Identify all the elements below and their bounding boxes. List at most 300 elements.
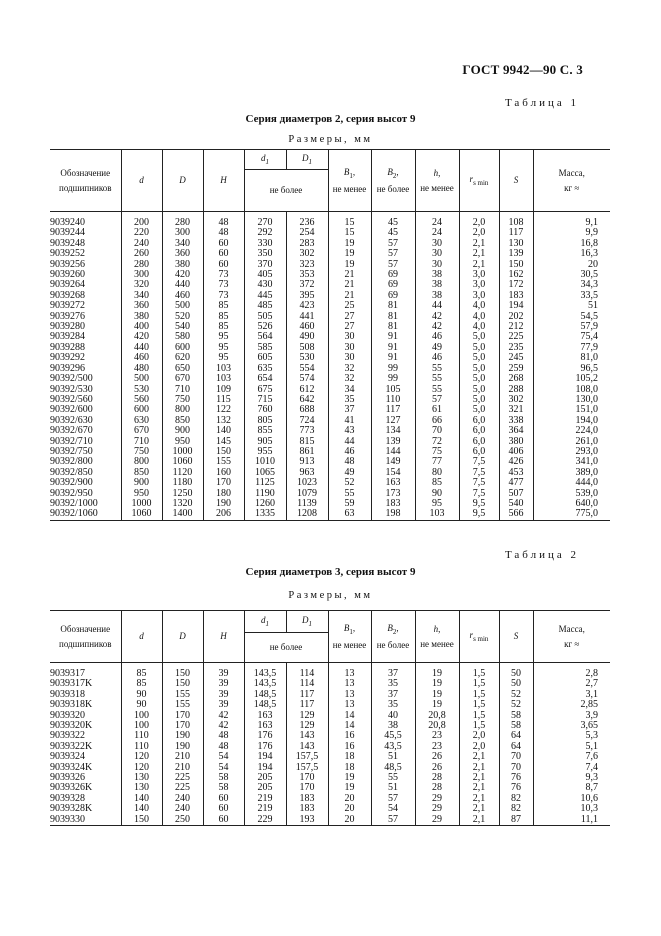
cell-mass: 389,0 (533, 468, 610, 478)
cell-B1: 18 (328, 752, 371, 762)
cell-D: 1060 (162, 457, 203, 467)
cell-B2: 139 (371, 437, 415, 447)
table-row (50, 385, 610, 395)
cell-D1: 143 (286, 742, 328, 752)
cell-B2: 57 (371, 794, 415, 804)
cell-mass: 9,3 (533, 773, 610, 783)
cell-mass: 33,5 (533, 291, 610, 301)
cell-h: 29 (415, 804, 459, 814)
header-h: h, не менее (415, 150, 459, 212)
cell-D1: 490 (286, 332, 328, 342)
cell-r: 1,5 (459, 690, 499, 700)
table2-label: Таблица 2 (504, 549, 579, 561)
cell-B1: 21 (328, 291, 371, 301)
cell-H: 109 (203, 385, 244, 395)
cell-d1: 176 (244, 742, 286, 752)
cell-d1: 405 (244, 270, 286, 280)
cell-designation: 90392/900 (50, 478, 121, 488)
cell-D1: 861 (286, 447, 328, 457)
cell-designation: 90392/530 (50, 385, 121, 395)
cell-B1: 48 (328, 457, 371, 467)
cell-B2: 57 (371, 815, 415, 826)
cell-designation: 90392/670 (50, 426, 121, 436)
cell-d1: 485 (244, 301, 286, 311)
cell-H: 95 (203, 343, 244, 353)
cell-B2: 69 (371, 291, 415, 301)
table-row (50, 416, 610, 426)
cell-designation: 9039260 (50, 270, 121, 280)
cell-d1: 229 (244, 815, 286, 826)
cell-B1: 16 (328, 742, 371, 752)
cell-D1: 554 (286, 364, 328, 374)
cell-D: 650 (162, 364, 203, 374)
cell-designation: 9039322K (50, 742, 121, 752)
cell-h: 90 (415, 489, 459, 499)
cell-designation: 90392/630 (50, 416, 121, 426)
cell-H: 54 (203, 752, 244, 762)
cell-B2: 69 (371, 280, 415, 290)
cell-B2: 154 (371, 468, 415, 478)
cell-B2: 45 (371, 212, 415, 229)
cell-h: 61 (415, 405, 459, 415)
cell-d: 90 (121, 690, 162, 700)
cell-B1: 19 (328, 783, 371, 793)
cell-r: 2,1 (459, 239, 499, 249)
cell-mass: 194,0 (533, 416, 610, 426)
cell-mass: 81,0 (533, 353, 610, 363)
header-H: H (203, 150, 244, 212)
cell-d: 950 (121, 489, 162, 499)
cell-D1: 302 (286, 249, 328, 259)
cell-d: 440 (121, 343, 162, 353)
cell-S: 139 (499, 249, 533, 259)
header-D: D (162, 150, 203, 212)
cell-h: 66 (415, 416, 459, 426)
cell-B2: 163 (371, 478, 415, 488)
cell-S: 76 (499, 783, 533, 793)
cell-B2: 37 (371, 663, 415, 680)
cell-D1: 530 (286, 353, 328, 363)
cell-B2: 149 (371, 457, 415, 467)
header-B2: $B_2$, не более (371, 611, 415, 663)
table-row (50, 773, 610, 783)
cell-D1: 117 (286, 690, 328, 700)
cell-mass: 640,0 (533, 499, 610, 509)
cell-H: 58 (203, 773, 244, 783)
cell-B1: 35 (328, 395, 371, 405)
cell-H: 115 (203, 395, 244, 405)
cell-h: 80 (415, 468, 459, 478)
cell-designation: 9039317 (50, 663, 121, 680)
cell-S: 212 (499, 322, 533, 332)
cell-H: 48 (203, 228, 244, 238)
cell-H: 132 (203, 416, 244, 426)
cell-H: 103 (203, 374, 244, 384)
cell-designation: 90392/1060 (50, 509, 121, 520)
cell-B2: 57 (371, 249, 415, 259)
cell-S: 70 (499, 752, 533, 762)
cell-mass: 3,9 (533, 711, 610, 721)
cell-S: 87 (499, 815, 533, 826)
table-row (50, 239, 610, 249)
cell-D: 1000 (162, 447, 203, 457)
cell-r: 4,0 (459, 301, 499, 311)
cell-mass: 2,85 (533, 700, 610, 710)
cell-d1: 163 (244, 711, 286, 721)
cell-D1: 642 (286, 395, 328, 405)
cell-D1: 963 (286, 468, 328, 478)
cell-D: 850 (162, 416, 203, 426)
cell-mass: 7,6 (533, 752, 610, 762)
cell-designation: 90392/710 (50, 437, 121, 447)
cell-designation: 9039324K (50, 763, 121, 773)
table-row (50, 249, 610, 259)
cell-H: 170 (203, 478, 244, 488)
cell-H: 48 (203, 212, 244, 229)
cell-B1: 44 (328, 437, 371, 447)
cell-D: 150 (162, 663, 203, 680)
cell-r: 2,1 (459, 249, 499, 259)
cell-r: 3,0 (459, 280, 499, 290)
cell-d: 260 (121, 249, 162, 259)
cell-d1: 1260 (244, 499, 286, 509)
cell-mass: 539,0 (533, 489, 610, 499)
cell-B1: 30 (328, 343, 371, 353)
cell-D: 800 (162, 405, 203, 415)
cell-designation: 9039252 (50, 249, 121, 259)
cell-h: 75 (415, 447, 459, 457)
table-row (50, 405, 610, 415)
cell-h: 28 (415, 783, 459, 793)
cell-mass: 3,65 (533, 721, 610, 731)
header-D1: $D_1$ (286, 611, 328, 633)
cell-B1: 21 (328, 280, 371, 290)
cell-D1: 254 (286, 228, 328, 238)
cell-d1: 292 (244, 228, 286, 238)
cell-designation: 9039328K (50, 804, 121, 814)
cell-d: 100 (121, 711, 162, 721)
cell-B2: 54 (371, 804, 415, 814)
cell-d: 360 (121, 301, 162, 311)
cell-D1: 129 (286, 711, 328, 721)
cell-D: 520 (162, 312, 203, 322)
cell-H: 160 (203, 468, 244, 478)
cell-d: 240 (121, 239, 162, 249)
table-row (50, 228, 610, 238)
cell-mass: 2,8 (533, 663, 610, 680)
cell-d1: 585 (244, 343, 286, 353)
cell-designation: 9039330 (50, 815, 121, 826)
cell-designation: 9039240 (50, 212, 121, 229)
cell-r: 9,5 (459, 499, 499, 509)
cell-B2: 117 (371, 405, 415, 415)
cell-B1: 27 (328, 312, 371, 322)
cell-B2: 55 (371, 773, 415, 783)
cell-d: 480 (121, 364, 162, 374)
cell-d1: 1335 (244, 509, 286, 520)
cell-H: 42 (203, 721, 244, 731)
cell-S: 52 (499, 700, 533, 710)
cell-S: 566 (499, 509, 533, 520)
cell-S: 64 (499, 731, 533, 741)
table-row (50, 679, 610, 689)
table-row (50, 731, 610, 741)
cell-B1: 21 (328, 270, 371, 280)
cell-D1: 114 (286, 663, 328, 680)
cell-mass: 5,1 (533, 742, 610, 752)
document-header: ГОСТ 9942—90 С. 3 (462, 62, 583, 77)
cell-D1: 423 (286, 301, 328, 311)
table1-units: Размеры, мм (288, 134, 373, 145)
cell-designation: 9039320K (50, 721, 121, 731)
cell-H: 103 (203, 364, 244, 374)
cell-B2: 183 (371, 499, 415, 509)
header-no-more: не более (244, 633, 328, 663)
cell-d1: 163 (244, 721, 286, 731)
cell-h: 103 (415, 509, 459, 520)
cell-D: 190 (162, 731, 203, 741)
cell-d1: 270 (244, 212, 286, 229)
cell-d1: 760 (244, 405, 286, 415)
cell-B1: 27 (328, 322, 371, 332)
cell-S: 321 (499, 405, 533, 415)
cell-D: 600 (162, 343, 203, 353)
cell-designation: 9039284 (50, 332, 121, 342)
cell-h: 20,8 (415, 721, 459, 731)
table-row (50, 212, 610, 229)
cell-B2: 99 (371, 374, 415, 384)
cell-B1: 20 (328, 815, 371, 826)
cell-h: 24 (415, 228, 459, 238)
cell-designation: 9039324 (50, 752, 121, 762)
cell-B2: 57 (371, 239, 415, 249)
cell-B2: 35 (371, 700, 415, 710)
cell-D1: 353 (286, 270, 328, 280)
header-d1: $d_1$ (244, 611, 286, 633)
table-row (50, 700, 610, 710)
cell-d1: 430 (244, 280, 286, 290)
cell-S: 380 (499, 437, 533, 447)
cell-mass: 105,2 (533, 374, 610, 384)
cell-B1: 55 (328, 489, 371, 499)
cell-B1: 19 (328, 249, 371, 259)
cell-D1: 114 (286, 679, 328, 689)
cell-B1: 16 (328, 731, 371, 741)
cell-H: 85 (203, 322, 244, 332)
cell-B2: 51 (371, 752, 415, 762)
cell-S: 302 (499, 395, 533, 405)
cell-B2: 40 (371, 711, 415, 721)
cell-d1: 219 (244, 804, 286, 814)
cell-H: 95 (203, 332, 244, 342)
cell-B1: 20 (328, 794, 371, 804)
cell-d: 400 (121, 322, 162, 332)
cell-D: 210 (162, 752, 203, 762)
cell-B1: 13 (328, 700, 371, 710)
cell-B2: 45 (371, 228, 415, 238)
cell-d1: 505 (244, 312, 286, 322)
cell-B1: 43 (328, 426, 371, 436)
cell-D: 380 (162, 260, 203, 270)
cell-H: 95 (203, 353, 244, 363)
cell-S: 426 (499, 457, 533, 467)
cell-D1: 1139 (286, 499, 328, 509)
cell-r: 1,5 (459, 679, 499, 689)
table-row (50, 663, 610, 680)
cell-D: 1120 (162, 468, 203, 478)
cell-h: 23 (415, 742, 459, 752)
header-S: S (499, 150, 533, 212)
cell-r: 7,5 (459, 478, 499, 488)
cell-D: 170 (162, 711, 203, 721)
cell-d: 800 (121, 457, 162, 467)
cell-D1: 157,5 (286, 763, 328, 773)
cell-d1: 1065 (244, 468, 286, 478)
cell-h: 30 (415, 239, 459, 249)
cell-B2: 144 (371, 447, 415, 457)
cell-B2: 110 (371, 395, 415, 405)
cell-B2: 81 (371, 322, 415, 332)
cell-d: 530 (121, 385, 162, 395)
cell-D: 500 (162, 301, 203, 311)
cell-d1: 605 (244, 353, 286, 363)
cell-B1: 34 (328, 385, 371, 395)
cell-H: 58 (203, 783, 244, 793)
cell-H: 73 (203, 280, 244, 290)
cell-r: 6,0 (459, 426, 499, 436)
cell-designation: 9039272 (50, 301, 121, 311)
cell-D1: 395 (286, 291, 328, 301)
cell-D1: 283 (286, 239, 328, 249)
cell-B1: 20 (328, 804, 371, 814)
cell-D: 540 (162, 322, 203, 332)
cell-B1: 32 (328, 374, 371, 384)
cell-D: 580 (162, 332, 203, 342)
cell-h: 28 (415, 773, 459, 783)
cell-h: 30 (415, 249, 459, 259)
table-row (50, 291, 610, 301)
cell-h: 29 (415, 815, 459, 826)
table-row (50, 804, 610, 814)
cell-D: 150 (162, 679, 203, 689)
table-row (50, 353, 610, 363)
cell-D: 250 (162, 815, 203, 826)
cell-S: 540 (499, 499, 533, 509)
table-row (50, 711, 610, 721)
cell-r: 5,0 (459, 364, 499, 374)
cell-B2: 173 (371, 489, 415, 499)
cell-r: 2,1 (459, 773, 499, 783)
cell-mass: 775,0 (533, 509, 610, 520)
cell-designation: 90392/750 (50, 447, 121, 457)
cell-H: 140 (203, 426, 244, 436)
table-row (50, 395, 610, 405)
cell-D1: 460 (286, 322, 328, 332)
header-S: S (499, 611, 533, 663)
cell-r: 2,1 (459, 794, 499, 804)
cell-H: 85 (203, 301, 244, 311)
cell-h: 42 (415, 322, 459, 332)
cell-h: 77 (415, 457, 459, 467)
cell-h: 38 (415, 280, 459, 290)
cell-d: 100 (121, 721, 162, 731)
cell-designation: 90392/560 (50, 395, 121, 405)
cell-D: 225 (162, 783, 203, 793)
cell-designation: 9039276 (50, 312, 121, 322)
cell-d: 900 (121, 478, 162, 488)
cell-H: 39 (203, 679, 244, 689)
cell-B1: 46 (328, 447, 371, 457)
cell-d: 1000 (121, 499, 162, 509)
cell-designation: 9039322 (50, 731, 121, 741)
cell-h: 29 (415, 794, 459, 804)
cell-B2: 57 (371, 260, 415, 270)
cell-S: 117 (499, 228, 533, 238)
cell-B1: 13 (328, 663, 371, 680)
cell-D: 420 (162, 270, 203, 280)
cell-h: 55 (415, 364, 459, 374)
cell-B1: 19 (328, 239, 371, 249)
cell-mass: 9,1 (533, 212, 610, 229)
cell-r: 1,5 (459, 711, 499, 721)
cell-mass: 3,1 (533, 690, 610, 700)
cell-H: 60 (203, 260, 244, 270)
cell-r: 2,1 (459, 260, 499, 270)
cell-D1: 236 (286, 212, 328, 229)
cell-r: 2,1 (459, 763, 499, 773)
table-row (50, 815, 610, 826)
cell-designation: 90392/950 (50, 489, 121, 499)
cell-H: 48 (203, 731, 244, 741)
cell-h: 19 (415, 690, 459, 700)
cell-H: 39 (203, 700, 244, 710)
cell-B2: 91 (371, 343, 415, 353)
cell-B1: 30 (328, 332, 371, 342)
table-row (50, 322, 610, 332)
cell-B1: 41 (328, 416, 371, 426)
cell-B2: 69 (371, 270, 415, 280)
cell-B2: 38 (371, 721, 415, 731)
table-row (50, 374, 610, 384)
cell-B1: 30 (328, 353, 371, 363)
cell-d: 1060 (121, 509, 162, 520)
cell-d: 150 (121, 815, 162, 826)
cell-designation: 9039280 (50, 322, 121, 332)
cell-d1: 205 (244, 783, 286, 793)
cell-h: 55 (415, 374, 459, 384)
cell-d: 140 (121, 794, 162, 804)
cell-h: 38 (415, 270, 459, 280)
cell-H: 190 (203, 499, 244, 509)
header-B1: $B_1$, не менее (328, 611, 371, 663)
table-row (50, 447, 610, 457)
cell-S: 225 (499, 332, 533, 342)
cell-d: 120 (121, 752, 162, 762)
cell-S: 194 (499, 301, 533, 311)
cell-designation: 9039320 (50, 711, 121, 721)
cell-D1: 372 (286, 280, 328, 290)
cell-D1: 1079 (286, 489, 328, 499)
cell-B2: 134 (371, 426, 415, 436)
cell-D: 1250 (162, 489, 203, 499)
cell-designation: 90392/1000 (50, 499, 121, 509)
header-d: d (121, 150, 162, 212)
cell-B1: 63 (328, 509, 371, 520)
cell-D: 620 (162, 353, 203, 363)
header-r: $r_{s min}$ (459, 611, 499, 663)
cell-D: 170 (162, 721, 203, 731)
cell-H: 39 (203, 663, 244, 680)
